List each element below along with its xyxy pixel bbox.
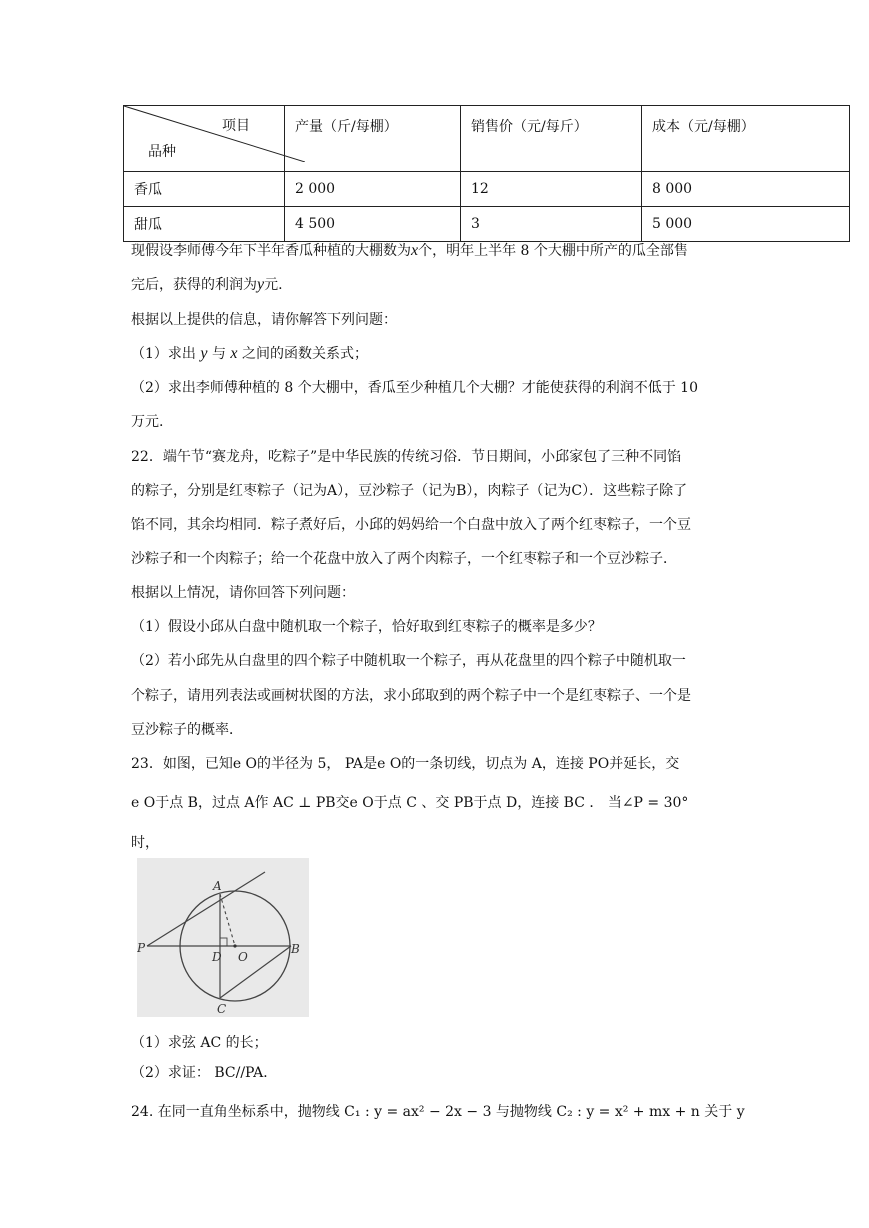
table-cell: 2 000	[285, 172, 461, 207]
table-cell: 8 000	[642, 172, 850, 207]
text: 与	[211, 346, 226, 362]
diagonal-header-cell	[124, 106, 285, 172]
point-label-o: O	[238, 950, 248, 964]
paragraph-line: 万元.	[131, 414, 164, 430]
math-var: y	[257, 276, 265, 293]
math-var: y	[200, 345, 208, 362]
text: 完后，获得的利润为	[131, 277, 257, 293]
data-table	[123, 105, 850, 242]
question-22-line: 个粽子，请用列表法或画树状图的方法，求小邱取到的两个粽子中一个是红枣粽子、一个是	[131, 688, 691, 704]
question-22-line: （1）假设小邱从白盘中随机取一个粽子，恰好取到红枣粽子的概率是多少？	[131, 619, 602, 635]
question-22-line: 沙粽子和一个肉粽子；给一个花盘中放入了两个肉粽子，一个红枣粽子和一个豆沙粽子．	[131, 551, 677, 567]
question-part: （2）求出李师傅种植的 8 个大棚中，香瓜至少种植几个大棚？才能使获得的利润不低于 10	[131, 380, 698, 396]
question-part	[131, 343, 368, 363]
math-var: x	[230, 345, 238, 362]
text: 元.	[264, 277, 283, 293]
corner-label-top: 项目	[222, 118, 250, 134]
question-23-line: e O于点 B，过点 A作 AC ⊥ PB交e O于点 C 、交 PB于点 D，连接 BC ． 当∠P = 30°	[131, 795, 689, 811]
paragraph-line: 根据以上提供的信息，请你解答下列问题：	[131, 312, 397, 328]
paragraph-line	[131, 240, 688, 260]
column-header: 产量（斤/每棚）	[285, 106, 461, 172]
question-23-line: 时，	[131, 835, 159, 851]
text: 个，明年上半年 8 个大棚中所产的瓜全部售	[418, 243, 688, 259]
corner-label-bottom: 品种	[148, 144, 176, 160]
question-24-line: 24. 在同一直角坐标系中，抛物线 C₁ : y = ax² − 2x − 3 与抛物线 C₂ : y = x² + mx + n 关于 y	[131, 1104, 745, 1120]
table-row	[124, 207, 850, 242]
point-label-b: B	[291, 942, 300, 956]
circle-tangent-diagram	[137, 858, 309, 1017]
text: 现假设李师傅今年下半年香瓜种植的大棚数为	[131, 243, 411, 259]
question-22-line: 根据以上情况，请你回答下列问题：	[131, 585, 355, 601]
table-cell: 5 000	[642, 207, 850, 242]
column-header: 成本（元/每棚）	[642, 106, 850, 172]
table-row	[124, 172, 850, 207]
question-22-line: 的粽子，分别是红枣粽子（记为A），豆沙粽子（记为B），肉粽子（记为C）．这些粽子除了	[131, 483, 688, 499]
table-cell: 4 500	[285, 207, 461, 242]
paragraph-line	[131, 274, 283, 294]
text: 之间的函数关系式；	[241, 346, 368, 362]
question-22-line: 豆沙粽子的概率．	[131, 722, 243, 738]
row-label: 香瓜	[124, 172, 285, 207]
question-22-line: 馅不同，其余均相同．粽子煮好后，小邱的妈妈给一个白盘中放入了两个红枣粽子，一个豆	[131, 517, 691, 533]
table-header-row	[124, 106, 850, 172]
question-22-line: （2）若小邱先从白盘里的四个粽子中随机取一个粽子，再从花盘里的四个粽子中随机取一	[131, 653, 686, 669]
question-23-line: 23．如图，已知e O的半径为 5， PA是e O的一条切线，切点为 A，连接 PO并延长，交	[131, 756, 680, 772]
geometry-figure	[137, 858, 309, 1017]
point-label-c: C	[217, 1002, 227, 1016]
table-cell: 12	[461, 172, 642, 207]
point-label-a: A	[213, 879, 222, 893]
point-label-p: P	[137, 941, 146, 955]
row-label: 甜瓜	[124, 207, 285, 242]
math-var: x	[411, 242, 419, 259]
question-23-part: （2）求证： BC//PA．	[131, 1065, 278, 1081]
table-cell: 3	[461, 207, 642, 242]
question-22-line: 22．端午节“赛龙舟，吃粽子”是中华民族的传统习俗．节日期间，小邱家包了三种不同馅	[131, 449, 682, 465]
column-header: 销售价（元/每斤）	[461, 106, 642, 172]
question-23-part: （1）求弦 AC 的长；	[131, 1035, 268, 1051]
point-label-d: D	[212, 950, 222, 964]
text: （1）求出	[131, 346, 196, 362]
